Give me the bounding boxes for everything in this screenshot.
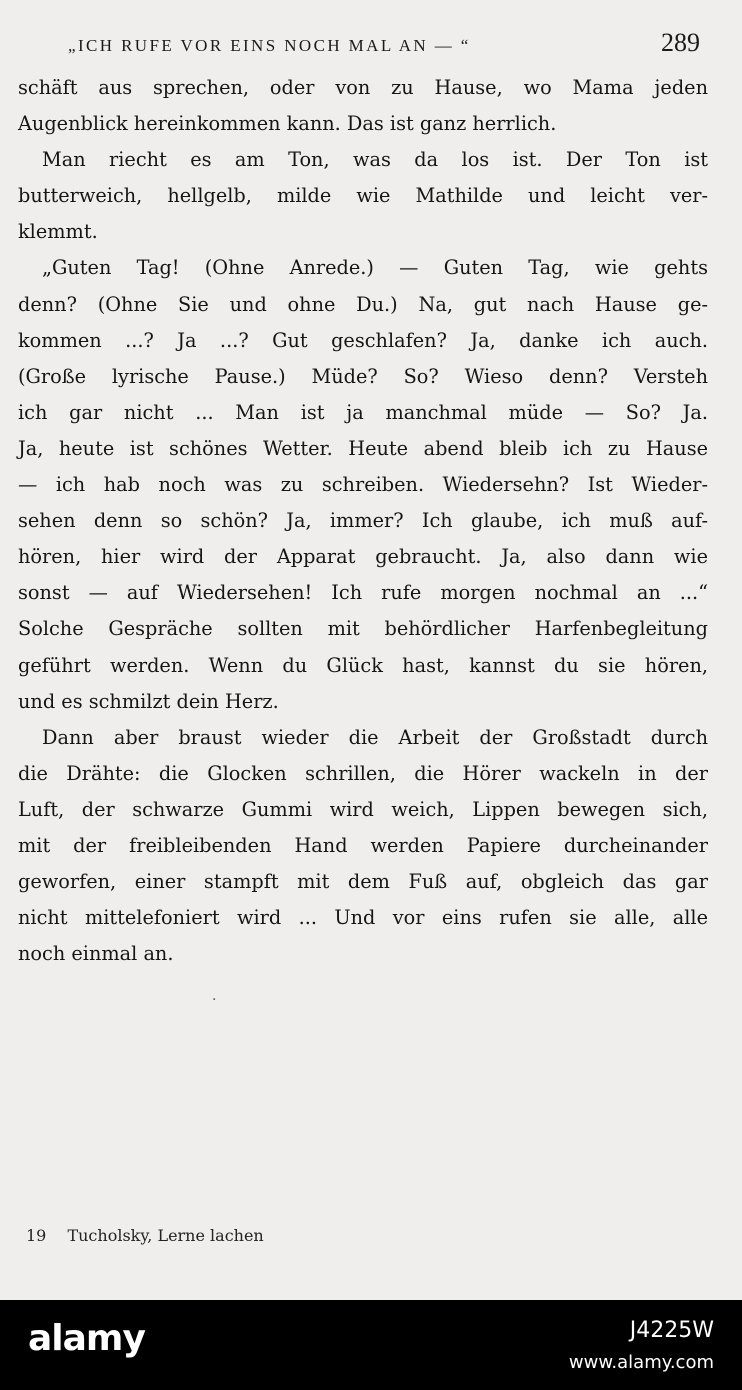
- text-line: mit der freibleibenden Hand werden Papiere durcheinander: [18, 833, 708, 857]
- image-code: J4225W: [629, 1318, 714, 1343]
- text-line: klemmt.: [18, 220, 98, 244]
- page-number: 289: [661, 28, 700, 57]
- text-line: Solche Gespräche sollten mit behördlicher Harfenbegleitung: [18, 617, 708, 641]
- running-title: „ICH RUFE VOR EINS NOCH MAL AN — “: [68, 36, 471, 55]
- alamy-logo: alamy: [28, 1318, 145, 1359]
- text-line: — ich hab noch was zu schreiben. Wiedersehn? Ist Wieder-: [18, 473, 708, 497]
- text-line: „Guten Tag! (Ohne Anrede.) — Guten Tag, wie gehts: [42, 256, 708, 280]
- text-line: nicht mittelefoniert wird ... Und vor eins rufen sie alle, alle: [18, 906, 708, 930]
- text-line: sehen denn so schön? Ja, immer? Ich glaube, ich muß auf-: [18, 509, 708, 533]
- text-line: hören, hier wird der Apparat gebraucht. Ja, also dann wie: [18, 545, 708, 569]
- text-line: geworfen, einer stampft mit dem Fuß auf, obgleich das gar: [18, 870, 708, 894]
- text-line: ich gar nicht ... Man ist ja manchmal müde — So? Ja.: [18, 400, 708, 424]
- watermark-bar: [0, 1300, 742, 1390]
- section-ornament: ·: [212, 992, 217, 1008]
- text-line: (Große lyrische Pause.) Müde? So? Wieso denn? Versteh: [18, 364, 708, 388]
- signature-number: 19: [26, 1226, 47, 1245]
- text-line: und es schmilzt dein Herz.: [18, 689, 279, 713]
- text-line: Luft, der schwarze Gummi wird weich, Lippen bewegen sich,: [18, 797, 708, 821]
- watermark-url: www.alamy.com: [568, 1352, 714, 1373]
- running-head: [60, 28, 700, 64]
- text-line: kommen ...? Ja ...? Gut geschlafen? Ja, danke ich auch.: [18, 328, 708, 352]
- text-line: noch einmal an.: [18, 942, 174, 966]
- text-line: die Drähte: die Glocken schrillen, die Hörer wackeln in der: [18, 761, 708, 785]
- body-text: [18, 70, 708, 972]
- text-line: denn? (Ohne Sie und ohne Du.) Na, gut nach Hause ge-: [18, 292, 708, 316]
- text-line: butterweich, hellgelb, milde wie Mathilde und leicht ver-: [18, 184, 708, 208]
- text-line: Dann aber braust wieder die Arbeit der Großstadt durch: [42, 725, 708, 749]
- text-line: geführt werden. Wenn du Glück hast, kannst du sie hören,: [18, 653, 708, 677]
- text-line: Man riecht es am Ton, was da los ist. Der Ton ist: [42, 148, 708, 172]
- footer-author-title: Tucholsky, Lerne lachen: [67, 1226, 264, 1245]
- text-line: Ja, heute ist schönes Wetter. Heute abend bleib ich zu Hause: [18, 436, 708, 460]
- text-line: schäft aus sprechen, oder von zu Hause, wo Mama jeden: [18, 76, 708, 99]
- page-footer: [26, 1226, 264, 1245]
- text-line: sonst — auf Wiedersehen! Ich rufe morgen nochmal an ...“: [18, 581, 708, 605]
- text-line: Augenblick hereinkommen kann. Das ist ganz herrlich.: [18, 112, 557, 136]
